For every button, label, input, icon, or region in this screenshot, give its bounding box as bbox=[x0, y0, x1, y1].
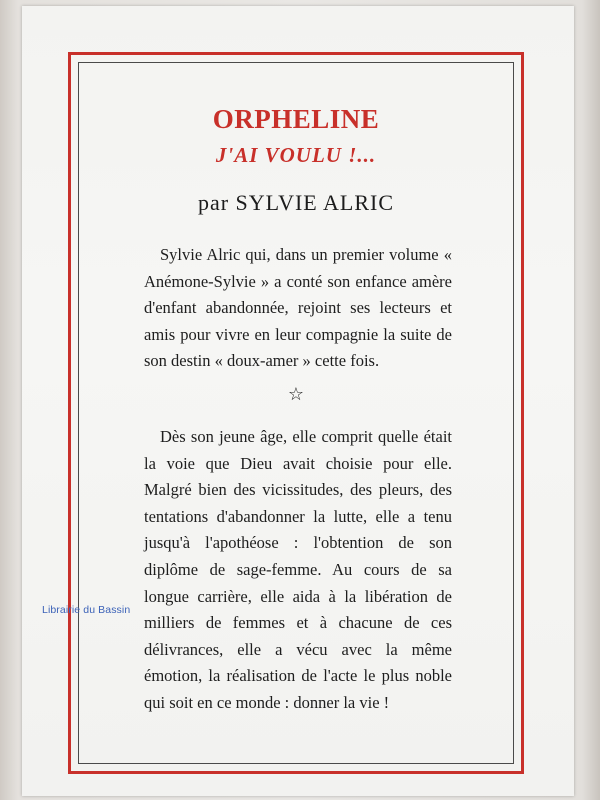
bookseller-watermark: Librairie du Bassin bbox=[42, 604, 131, 616]
star-separator-icon: ☆ bbox=[287, 384, 305, 405]
blurb-paragraph-1: Sylvie Alric qui, dans un premier volume « Anémone-Sylvie » a conté son enfance amère d'enfant abandonnée, rejoint ses lecteurs et amis pour vivre en leur compagnie la suite de son destin « doux-amer » cette fois. bbox=[144, 245, 452, 371]
author-line: par SYLVIE ALRIC bbox=[197, 190, 395, 215]
blurb-paragraph-2: Dès son jeune âge, elle comprit quelle était la voie que Dieu avait choisie pour elle. Malgré bien des vicissitudes, des pleurs, des tentations d'abandonner la lutte, elle a tenu jusqu'à l'apothéose : l'obtention de son diplôme de sage-femme. Au cours de sa longue carrière, elle aida à la libération de milliers de femmes et à chacune de ces délivrances, elle a vécu avec la même émotion, la réalisation de l'acte le plus noble qui soit en ce monde : donner la vie ! bbox=[144, 427, 452, 712]
book-title: ORPHELINE bbox=[212, 104, 380, 134]
book-subtitle: J'AI VOULU !... bbox=[215, 143, 377, 167]
